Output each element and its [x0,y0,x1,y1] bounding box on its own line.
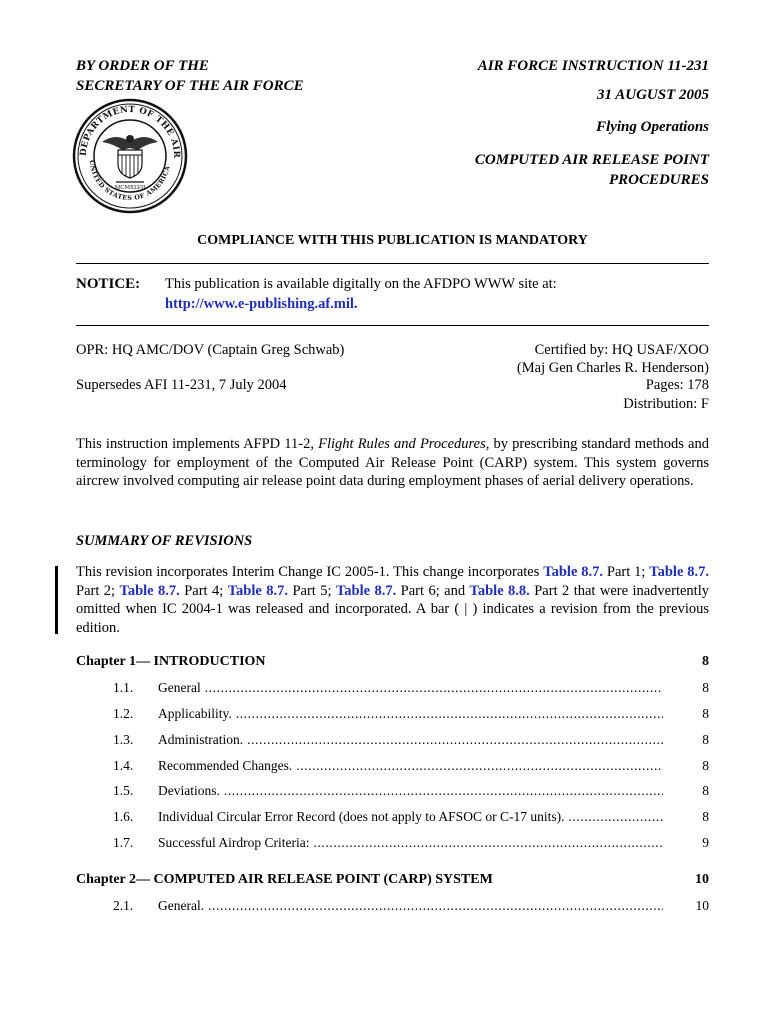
revision-bar [55,566,58,634]
certifier: (Maj Gen Charles R. Henderson) [516,360,709,376]
toc-item-number: 1.4. [113,758,134,773]
seal-top-text: DEPARTMENT OF THE AIR [78,104,182,159]
intro-paragraph [76,435,709,491]
toc-chapter-title: Chapter 1— INTRODUCTION [76,654,266,669]
toc-item-page: 10 [695,898,709,913]
title-line-1: COMPUTED AIR RELEASE POINT [474,152,709,168]
opr: OPR: HQ AMC/DOV (Captain Greg Schwab) [76,342,345,358]
table-link[interactable]: Table 8.8. [469,582,530,599]
toc-item-title: Deviations. ..... [158,781,663,801]
intro-lead: This instruction implements AFPD 11-2, [76,436,319,452]
intro-rest: by prescribing standard methods and terminology for employment of the Computed Air Release Point (CARP) system. This system governs aircrew involved computing air release point data during employment phases of aerial delivery operations. [76,436,709,489]
toc-item-number: 1.6. [113,809,134,824]
toc-item[interactable] [76,678,709,698]
toc-item-title: Applicability. ..... [158,704,663,724]
toc-item[interactable] [76,781,709,801]
table-link[interactable]: Table 8.7. [119,582,180,599]
summary-text-4: Part 4; [179,582,228,599]
toc-item-page: 8 [702,783,709,798]
toc-item[interactable] [76,896,709,916]
summary-paragraph [76,563,709,637]
title-line-2: PROCEDURES [608,172,709,188]
table-link[interactable]: Table 8.7. [335,582,397,599]
toc-item-title: Successful Airdrop Criteria: ..... [158,833,663,853]
instruction-number: AIR FORCE INSTRUCTION 11-231 [477,58,709,74]
toc-item-number: 2.1. [113,898,134,913]
toc-item-page: 9 [702,835,709,850]
rule-bottom [76,325,709,326]
summary-text-1: This revision incorporates Interim Change IC 2005-1. This change incorporates [76,564,544,580]
seal-year: MCMXLVII [114,185,146,191]
certified-by: Certified by: HQ USAF/XOO [534,342,709,358]
toc-item[interactable] [76,704,709,724]
toc-chapter-1[interactable] [76,652,709,672]
seal-bottom-text: UNITED STATES OF AMERICA [87,159,172,203]
toc-item-page: 8 [702,758,709,773]
toc-item-page: 8 [702,680,709,695]
table-link[interactable]: Table 8.7. [227,582,289,599]
air-force-seal-icon [72,98,188,214]
afdpo-link[interactable]: http://www.e-publishing.af.mil. [165,296,358,312]
toc-item-title: General ..... [158,678,663,698]
toc-item[interactable] [76,833,709,853]
notice-text: This publication is available digitally on the AFDPO WWW site at: [165,276,557,292]
summary-text-2: Part 1; [603,564,650,580]
toc-item-number: 1.3. [113,732,134,747]
toc-chapter-2[interactable] [76,870,709,890]
summary-heading: SUMMARY OF REVISIONS [76,533,253,549]
toc-item-number: 1.5. [113,783,134,798]
toc-chapter-title: Chapter 2— COMPUTED AIR RELEASE POINT (CARP) SYSTEM [76,872,493,887]
rule-top [76,263,709,264]
toc-item-number: 1.1. [113,680,134,695]
summary-text-5: Part 5; [288,582,336,599]
order-line-1: BY ORDER OF THE [76,58,209,74]
toc-item-title: Administration. ..... [158,730,663,750]
toc-item-page: 8 [702,809,709,824]
summary-text-7: Part 2 that were inadvertently omitted when IC 2004-1 was released and incorporated. A bar ( | ) indicates a revision from the previous edition. [76,582,709,636]
toc-item-title: Individual Circular Error Record (does not apply to AFSOC or C-17 units). ..... [158,807,663,827]
summary-text-3: Part 2; [76,582,120,599]
notice-label: NOTICE: [76,276,141,292]
summary-text-6: Part 6; and [396,582,470,599]
toc-chapter-page: 8 [702,654,709,669]
page-count: Pages: 178 [645,377,709,393]
toc-item-number: 1.7. [113,835,134,850]
toc-item-page: 8 [702,706,709,721]
category: Flying Operations [596,119,709,135]
toc-chapter-page: 10 [695,872,709,887]
toc-item-title: Recommended Changes. ..... [158,756,663,776]
toc-item[interactable] [76,730,709,750]
order-line-2: SECRETARY OF THE AIR FORCE [76,78,304,94]
toc-item-title: General. ..... [158,896,663,916]
publication-date: 31 AUGUST 2005 [597,87,709,103]
compliance-heading: COMPLIANCE WITH THIS PUBLICATION IS MANDATORY [197,233,588,248]
toc-item[interactable] [76,807,709,827]
table-link[interactable]: Table 8.7. [649,564,710,580]
supersedes: Supersedes AFI 11-231, 7 July 2004 [76,377,287,393]
toc-item-number: 1.2. [113,706,134,721]
toc-item[interactable] [76,756,709,776]
table-link[interactable]: Table 8.7. [543,564,604,580]
intro-italic: Flight Rules and Procedures, [318,436,490,452]
distribution: Distribution: F [623,396,709,412]
toc-item-page: 8 [702,732,709,747]
